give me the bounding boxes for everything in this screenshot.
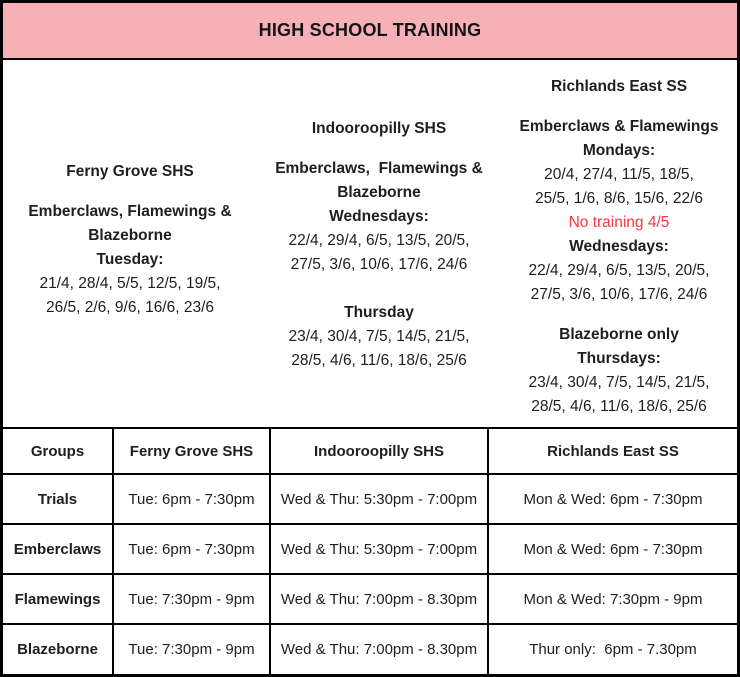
day-heading: Wednesdays: <box>569 238 669 255</box>
dates-line: 28/5, 4/6, 11/6, 18/6, 25/6 <box>531 398 707 415</box>
schedule-block <box>3 200 257 320</box>
day-heading: Mondays: <box>582 142 656 159</box>
time-cell: Mon & Wed: 7:30pm - 9pm <box>488 574 737 624</box>
group-heading-line: Emberclaws & Flamewings <box>519 118 719 135</box>
info-column-richlands-east <box>501 60 737 427</box>
table-header-row <box>3 428 737 474</box>
dates-line: 21/4, 28/4, 5/5, 12/5, 19/5, <box>39 275 221 292</box>
time-cell: Thur only: 6pm - 7.30pm <box>488 624 737 674</box>
training-times-table <box>3 427 737 674</box>
time-cell: Wed & Thu: 7:00pm - 8.30pm <box>270 574 488 624</box>
time-cell: Wed & Thu: 5:30pm - 7:00pm <box>270 524 488 574</box>
time-cell: Tue: 6pm - 7:30pm <box>113 524 270 574</box>
group-label: Trials <box>3 474 113 524</box>
column-header-groups: Groups <box>3 428 113 474</box>
schedule-block <box>257 301 501 373</box>
dates-line: 22/4, 29/4, 6/5, 13/5, 20/5, <box>288 232 470 249</box>
time-cell: Tue: 7:30pm - 9pm <box>113 624 270 674</box>
dates-line: 28/5, 4/6, 11/6, 18/6, 25/6 <box>291 352 467 369</box>
day-heading: Thursdays: <box>577 350 661 367</box>
group-heading-line: Emberclaws, Flamewings & <box>275 160 483 177</box>
schedule-block <box>257 157 501 277</box>
info-column-indooroopilly <box>257 60 501 427</box>
dates-line: 26/5, 2/6, 9/6, 16/6, 23/6 <box>45 299 215 316</box>
day-heading: Tuesday: <box>96 251 164 268</box>
dates-line: 27/5, 3/6, 10/6, 17/6, 24/6 <box>530 286 708 303</box>
table-row <box>3 474 737 524</box>
time-cell: Tue: 6pm - 7:30pm <box>113 474 270 524</box>
school-name: Ferny Grove SHS <box>66 163 194 180</box>
day-heading: Wednesdays: <box>329 208 429 225</box>
schedule-block <box>501 323 737 419</box>
dates-line: 25/5, 1/6, 8/6, 15/6, 22/6 <box>534 190 704 207</box>
no-training-note: No training 4/5 <box>568 214 670 231</box>
time-cell: Tue: 7:30pm - 9pm <box>113 574 270 624</box>
column-header-indooroopilly: Indooroopilly SHS <box>270 428 488 474</box>
dates-line: 23/4, 30/4, 7/5, 14/5, 21/5, <box>528 374 710 391</box>
schedule-block <box>501 115 737 235</box>
group-label: Emberclaws <box>3 524 113 574</box>
school-name: Richlands East SS <box>550 78 688 95</box>
school-name: Indooroopilly SHS <box>311 120 447 137</box>
table-row <box>3 524 737 574</box>
schools-info-section <box>3 60 737 427</box>
dates-line: 22/4, 29/4, 6/5, 13/5, 20/5, <box>528 262 710 279</box>
time-cell: Wed & Thu: 7:00pm - 8.30pm <box>270 624 488 674</box>
column-header-richlands-east: Richlands East SS <box>488 428 737 474</box>
day-heading: Thursday <box>344 304 414 321</box>
schedule-block <box>501 235 737 307</box>
dates-line: 20/4, 27/4, 11/5, 18/5, <box>544 166 694 183</box>
group-heading-line: Emberclaws, Flamewings & <box>28 203 232 220</box>
dates-line: 23/4, 30/4, 7/5, 14/5, 21/5, <box>288 328 470 345</box>
page-title-band <box>3 3 737 60</box>
page-title: HIGH SCHOOL TRAINING <box>258 20 482 40</box>
table-row <box>3 574 737 624</box>
group-label: Flamewings <box>3 574 113 624</box>
column-header-ferny-grove: Ferny Grove SHS <box>113 428 270 474</box>
group-heading-line: Blazeborne <box>88 227 172 244</box>
group-heading-line: Blazeborne <box>337 184 421 201</box>
dates-line: 27/5, 3/6, 10/6, 17/6, 24/6 <box>290 256 468 273</box>
time-cell: Mon & Wed: 6pm - 7:30pm <box>488 474 737 524</box>
info-column-ferny-grove <box>3 60 257 427</box>
group-label: Blazeborne <box>3 624 113 674</box>
time-cell: Mon & Wed: 6pm - 7:30pm <box>488 524 737 574</box>
time-cell: Wed & Thu: 5:30pm - 7:00pm <box>270 474 488 524</box>
group-heading-line: Blazeborne only <box>559 326 679 343</box>
table-row <box>3 624 737 674</box>
